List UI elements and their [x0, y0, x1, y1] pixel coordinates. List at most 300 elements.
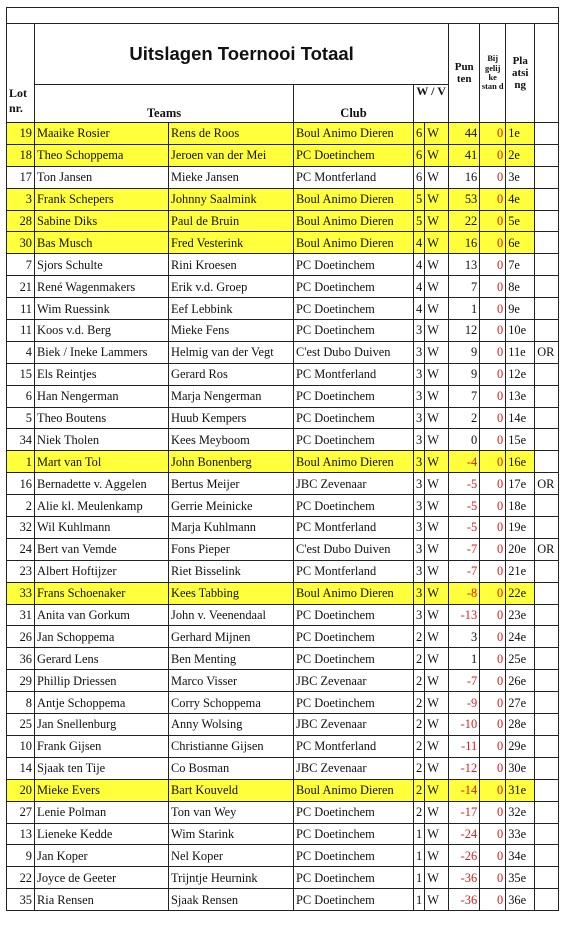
cell-place: 1e	[506, 123, 535, 145]
cell-lot: 2	[7, 495, 35, 517]
cell-wv: W	[425, 363, 449, 385]
cell-lot: 21	[7, 276, 35, 298]
cell-player-2: Gerrie Meinicke	[169, 495, 294, 517]
cell-player-1: Lenie Polman	[35, 801, 169, 823]
results-table	[6, 7, 559, 911]
cell-club: PC Doetinchem	[294, 604, 414, 626]
cell-wv: W	[425, 320, 449, 342]
cell-wins: 1	[414, 867, 425, 889]
cell-tie: 0	[480, 626, 506, 648]
cell-club: Boul Animo Dieren	[294, 779, 414, 801]
cell-wins: 1	[414, 845, 425, 867]
cell-wv: W	[425, 298, 449, 320]
cell-player-1: Albert Hoftijzer	[35, 560, 169, 582]
cell-lot: 34	[7, 429, 35, 451]
cell-wins: 3	[414, 363, 425, 385]
cell-points: 7	[449, 385, 480, 407]
cell-place: 14e	[506, 407, 535, 429]
table-row	[7, 254, 559, 276]
cell-lot: 15	[7, 363, 35, 385]
cell-player-2: Anny Wolsing	[169, 714, 294, 736]
cell-place: 3e	[506, 166, 535, 188]
cell-extra: OR	[535, 341, 559, 363]
cell-wins: 3	[414, 604, 425, 626]
cell-points: 3	[449, 626, 480, 648]
cell-player-1: Bas Musch	[35, 232, 169, 254]
cell-lot: 25	[7, 714, 35, 736]
cell-points: 22	[449, 210, 480, 232]
table-row	[7, 714, 559, 736]
cell-club: Boul Animo Dieren	[294, 451, 414, 473]
cell-wins: 1	[414, 823, 425, 845]
cell-place: 2e	[506, 144, 535, 166]
cell-wv: W	[425, 604, 449, 626]
cell-points: -7	[449, 560, 480, 582]
cell-player-1: René Wagenmakers	[35, 276, 169, 298]
cell-extra	[535, 845, 559, 867]
cell-player-2: Jeroen van der Mei	[169, 144, 294, 166]
cell-player-2: Nel Koper	[169, 845, 294, 867]
cell-player-1: Anita van Gorkum	[35, 604, 169, 626]
cell-wins: 2	[414, 692, 425, 714]
header-club: Club	[294, 85, 414, 123]
cell-wv: W	[425, 648, 449, 670]
cell-place: 29e	[506, 735, 535, 757]
cell-wins: 4	[414, 298, 425, 320]
cell-extra	[535, 604, 559, 626]
header-bij-gelijke-stand: Bij gelij ke stan d	[480, 24, 506, 123]
cell-tie: 0	[480, 320, 506, 342]
header-plaatsing: Pla atsi ng	[506, 24, 535, 123]
cell-extra	[535, 714, 559, 736]
cell-lot: 1	[7, 451, 35, 473]
cell-points: 53	[449, 188, 480, 210]
cell-player-2: Mieke Fens	[169, 320, 294, 342]
cell-place: 20e	[506, 538, 535, 560]
cell-club: PC Montferland	[294, 166, 414, 188]
cell-wv: W	[425, 714, 449, 736]
cell-wv: W	[425, 123, 449, 145]
cell-player-1: Ria Rensen	[35, 889, 169, 911]
cell-lot: 22	[7, 867, 35, 889]
cell-wins: 3	[414, 407, 425, 429]
cell-wv: W	[425, 144, 449, 166]
cell-club: JBC Zevenaar	[294, 714, 414, 736]
cell-wins: 3	[414, 429, 425, 451]
cell-club: PC Doetinchem	[294, 276, 414, 298]
cell-extra	[535, 298, 559, 320]
cell-extra	[535, 757, 559, 779]
table-row	[7, 123, 559, 145]
table-row	[7, 582, 559, 604]
table-row	[7, 232, 559, 254]
cell-player-2: Corry Schoppema	[169, 692, 294, 714]
cell-tie: 0	[480, 166, 506, 188]
cell-extra	[535, 626, 559, 648]
cell-wv: W	[425, 407, 449, 429]
cell-wins: 3	[414, 538, 425, 560]
cell-extra	[535, 670, 559, 692]
table-row	[7, 451, 559, 473]
cell-player-2: Rens de Roos	[169, 123, 294, 145]
cell-wins: 5	[414, 210, 425, 232]
cell-extra	[535, 582, 559, 604]
cell-player-1: Wil Kuhlmann	[35, 517, 169, 539]
cell-place: 31e	[506, 779, 535, 801]
cell-wins: 2	[414, 648, 425, 670]
cell-player-2: Kees Tabbing	[169, 582, 294, 604]
cell-player-2: John v. Veenendaal	[169, 604, 294, 626]
cell-player-1: Joyce de Geeter	[35, 867, 169, 889]
header-punten: Pun ten	[449, 24, 480, 123]
cell-lot: 4	[7, 341, 35, 363]
cell-tie: 0	[480, 714, 506, 736]
cell-wv: W	[425, 232, 449, 254]
cell-tie: 0	[480, 801, 506, 823]
table-row	[7, 670, 559, 692]
cell-player-1: Bert van Vemde	[35, 538, 169, 560]
cell-player-1: Jan Schoppema	[35, 626, 169, 648]
cell-wins: 3	[414, 517, 425, 539]
cell-club: PC Montferland	[294, 517, 414, 539]
cell-lot: 32	[7, 517, 35, 539]
cell-lot: 9	[7, 845, 35, 867]
table-row	[7, 298, 559, 320]
cell-place: 6e	[506, 232, 535, 254]
cell-wins: 5	[414, 188, 425, 210]
cell-place: 35e	[506, 867, 535, 889]
cell-player-1: Mart van Tol	[35, 451, 169, 473]
table-row	[7, 341, 559, 363]
cell-extra: OR	[535, 538, 559, 560]
cell-wins: 2	[414, 670, 425, 692]
cell-wins: 2	[414, 779, 425, 801]
cell-lot: 35	[7, 889, 35, 911]
cell-points: 7	[449, 276, 480, 298]
cell-place: 22e	[506, 582, 535, 604]
cell-place: 7e	[506, 254, 535, 276]
cell-points: 0	[449, 429, 480, 451]
cell-lot: 29	[7, 670, 35, 692]
cell-tie: 0	[480, 473, 506, 495]
cell-points: 16	[449, 232, 480, 254]
cell-player-2: Marco Visser	[169, 670, 294, 692]
cell-wv: W	[425, 801, 449, 823]
cell-player-1: Niek Tholen	[35, 429, 169, 451]
table-row	[7, 560, 559, 582]
table-row	[7, 210, 559, 232]
cell-wins: 3	[414, 473, 425, 495]
cell-extra	[535, 254, 559, 276]
cell-wins: 3	[414, 385, 425, 407]
cell-player-1: Antje Schoppema	[35, 692, 169, 714]
cell-wv: W	[425, 210, 449, 232]
cell-club: JBC Zevenaar	[294, 670, 414, 692]
cell-player-2: Helmig van der Vegt	[169, 341, 294, 363]
cell-wv: W	[425, 166, 449, 188]
cell-tie: 0	[480, 517, 506, 539]
cell-place: 11e	[506, 341, 535, 363]
cell-player-2: Mieke Jansen	[169, 166, 294, 188]
cell-player-1: Phillip Driessen	[35, 670, 169, 692]
cell-lot: 16	[7, 473, 35, 495]
cell-place: 23e	[506, 604, 535, 626]
cell-wv: W	[425, 823, 449, 845]
cell-lot: 11	[7, 298, 35, 320]
table-row	[7, 867, 559, 889]
cell-player-1: Sjors Schulte	[35, 254, 169, 276]
cell-points: 9	[449, 341, 480, 363]
cell-tie: 0	[480, 123, 506, 145]
cell-points: 9	[449, 363, 480, 385]
cell-extra	[535, 123, 559, 145]
cell-wins: 6	[414, 166, 425, 188]
cell-place: 13e	[506, 385, 535, 407]
cell-player-1: Alie kl. Meulenkamp	[35, 495, 169, 517]
cell-points: 13	[449, 254, 480, 276]
cell-points: 41	[449, 144, 480, 166]
table-row	[7, 385, 559, 407]
cell-lot: 10	[7, 735, 35, 757]
cell-player-2: Rini Kroesen	[169, 254, 294, 276]
cell-player-1: Koos v.d. Berg	[35, 320, 169, 342]
cell-place: 32e	[506, 801, 535, 823]
cell-player-2: Ben Menting	[169, 648, 294, 670]
table-row	[7, 407, 559, 429]
cell-place: 17e	[506, 473, 535, 495]
cell-wins: 3	[414, 451, 425, 473]
cell-wins: 4	[414, 254, 425, 276]
table-row	[7, 276, 559, 298]
cell-wins: 2	[414, 735, 425, 757]
table-row	[7, 801, 559, 823]
header-wv: W / V	[414, 85, 449, 123]
cell-player-2: Marja Kuhlmann	[169, 517, 294, 539]
cell-wins: 3	[414, 320, 425, 342]
cell-wv: W	[425, 692, 449, 714]
cell-wins: 4	[414, 276, 425, 298]
cell-player-2: Gerhard Mijnen	[169, 626, 294, 648]
cell-extra	[535, 867, 559, 889]
cell-club: Boul Animo Dieren	[294, 123, 414, 145]
cell-wins: 6	[414, 123, 425, 145]
cell-lot: 27	[7, 801, 35, 823]
cell-wv: W	[425, 341, 449, 363]
cell-club: PC Montferland	[294, 735, 414, 757]
cell-extra	[535, 560, 559, 582]
cell-club: PC Doetinchem	[294, 648, 414, 670]
cell-tie: 0	[480, 692, 506, 714]
cell-tie: 0	[480, 429, 506, 451]
cell-extra	[535, 166, 559, 188]
cell-club: PC Doetinchem	[294, 495, 414, 517]
cell-wv: W	[425, 473, 449, 495]
cell-points: -5	[449, 495, 480, 517]
cell-tie: 0	[480, 560, 506, 582]
table-row	[7, 517, 559, 539]
cell-club: Boul Animo Dieren	[294, 232, 414, 254]
cell-tie: 0	[480, 363, 506, 385]
cell-tie: 0	[480, 538, 506, 560]
header-row-top	[7, 24, 559, 85]
cell-extra	[535, 451, 559, 473]
cell-lot: 13	[7, 823, 35, 845]
cell-extra	[535, 648, 559, 670]
table-row	[7, 648, 559, 670]
cell-player-1: Sjaak ten Tije	[35, 757, 169, 779]
cell-wv: W	[425, 495, 449, 517]
cell-extra	[535, 210, 559, 232]
cell-points: 2	[449, 407, 480, 429]
cell-club: PC Doetinchem	[294, 823, 414, 845]
cell-place: 36e	[506, 889, 535, 911]
cell-club: PC Doetinchem	[294, 626, 414, 648]
cell-wv: W	[425, 254, 449, 276]
cell-wins: 3	[414, 341, 425, 363]
cell-points: -36	[449, 867, 480, 889]
header-lot: Lot nr.	[7, 24, 35, 123]
cell-points: -8	[449, 582, 480, 604]
cell-tie: 0	[480, 254, 506, 276]
cell-points: -17	[449, 801, 480, 823]
top-spacer-cell	[7, 8, 559, 24]
cell-player-1: Han Nengerman	[35, 385, 169, 407]
cell-place: 15e	[506, 429, 535, 451]
table-row	[7, 604, 559, 626]
cell-place: 8e	[506, 276, 535, 298]
cell-tie: 0	[480, 670, 506, 692]
table-row	[7, 889, 559, 911]
table-row	[7, 692, 559, 714]
cell-place: 12e	[506, 363, 535, 385]
cell-extra	[535, 144, 559, 166]
cell-player-1: Maaike Rosier	[35, 123, 169, 145]
cell-tie: 0	[480, 582, 506, 604]
cell-tie: 0	[480, 341, 506, 363]
cell-player-1: Theo Boutens	[35, 407, 169, 429]
cell-extra	[535, 692, 559, 714]
table-row	[7, 473, 559, 495]
cell-wins: 3	[414, 560, 425, 582]
table-row	[7, 823, 559, 845]
table-row	[7, 538, 559, 560]
cell-club: PC Doetinchem	[294, 692, 414, 714]
cell-tie: 0	[480, 385, 506, 407]
cell-player-2: Wim Starink	[169, 823, 294, 845]
cell-player-2: Bart Kouveld	[169, 779, 294, 801]
cell-club: PC Doetinchem	[294, 867, 414, 889]
cell-player-2: Paul de Bruin	[169, 210, 294, 232]
cell-player-2: Christianne Gijsen	[169, 735, 294, 757]
cell-player-1: Els Reintjes	[35, 363, 169, 385]
cell-player-2: Bertus Meijer	[169, 473, 294, 495]
cell-place: 16e	[506, 451, 535, 473]
cell-wins: 2	[414, 757, 425, 779]
cell-points: -12	[449, 757, 480, 779]
cell-player-1: Bernadette v. Aggelen	[35, 473, 169, 495]
cell-wv: W	[425, 626, 449, 648]
cell-tie: 0	[480, 188, 506, 210]
cell-player-2: Gerard Ros	[169, 363, 294, 385]
table-row	[7, 626, 559, 648]
cell-tie: 0	[480, 232, 506, 254]
table-row	[7, 495, 559, 517]
cell-wv: W	[425, 451, 449, 473]
cell-points: -11	[449, 735, 480, 757]
cell-player-1: Jan Koper	[35, 845, 169, 867]
cell-player-2: Johnny Saalmink	[169, 188, 294, 210]
cell-wv: W	[425, 385, 449, 407]
cell-lot: 28	[7, 210, 35, 232]
cell-place: 5e	[506, 210, 535, 232]
cell-place: 28e	[506, 714, 535, 736]
cell-points: 16	[449, 166, 480, 188]
cell-wv: W	[425, 889, 449, 911]
cell-points: -36	[449, 889, 480, 911]
cell-player-1: Frank Gijsen	[35, 735, 169, 757]
cell-place: 33e	[506, 823, 535, 845]
cell-player-2: Trijntje Heurnink	[169, 867, 294, 889]
cell-lot: 33	[7, 582, 35, 604]
cell-player-2: Kees Meyboom	[169, 429, 294, 451]
cell-lot: 30	[7, 232, 35, 254]
cell-lot: 8	[7, 692, 35, 714]
table-row	[7, 757, 559, 779]
cell-tie: 0	[480, 451, 506, 473]
cell-tie: 0	[480, 298, 506, 320]
cell-extra	[535, 276, 559, 298]
cell-player-1: Jan Snellenburg	[35, 714, 169, 736]
cell-wv: W	[425, 867, 449, 889]
cell-points: -4	[449, 451, 480, 473]
header-extra	[535, 24, 559, 123]
cell-place: 19e	[506, 517, 535, 539]
cell-lot: 26	[7, 626, 35, 648]
cell-extra	[535, 779, 559, 801]
cell-tie: 0	[480, 210, 506, 232]
cell-club: PC Doetinchem	[294, 801, 414, 823]
cell-wv: W	[425, 560, 449, 582]
cell-club: Boul Animo Dieren	[294, 582, 414, 604]
cell-player-2: John Bonenberg	[169, 451, 294, 473]
cell-tie: 0	[480, 144, 506, 166]
cell-place: 34e	[506, 845, 535, 867]
cell-extra	[535, 517, 559, 539]
cell-club: PC Doetinchem	[294, 429, 414, 451]
cell-club: PC Doetinchem	[294, 407, 414, 429]
cell-extra	[535, 889, 559, 911]
cell-player-1: Ton Jansen	[35, 166, 169, 188]
cell-player-1: Sabine Diks	[35, 210, 169, 232]
cell-extra	[535, 495, 559, 517]
cell-tie: 0	[480, 867, 506, 889]
cell-lot: 11	[7, 320, 35, 342]
cell-wv: W	[425, 517, 449, 539]
cell-player-2: Marja Nengerman	[169, 385, 294, 407]
cell-points: -10	[449, 714, 480, 736]
table-row	[7, 735, 559, 757]
cell-extra	[535, 801, 559, 823]
cell-extra	[535, 188, 559, 210]
cell-club: PC Doetinchem	[294, 845, 414, 867]
table-row	[7, 188, 559, 210]
header-teams: Teams	[35, 85, 294, 123]
cell-lot: 3	[7, 188, 35, 210]
cell-player-2: Sjaak Rensen	[169, 889, 294, 911]
cell-wv: W	[425, 188, 449, 210]
cell-points: -7	[449, 670, 480, 692]
table-row	[7, 320, 559, 342]
